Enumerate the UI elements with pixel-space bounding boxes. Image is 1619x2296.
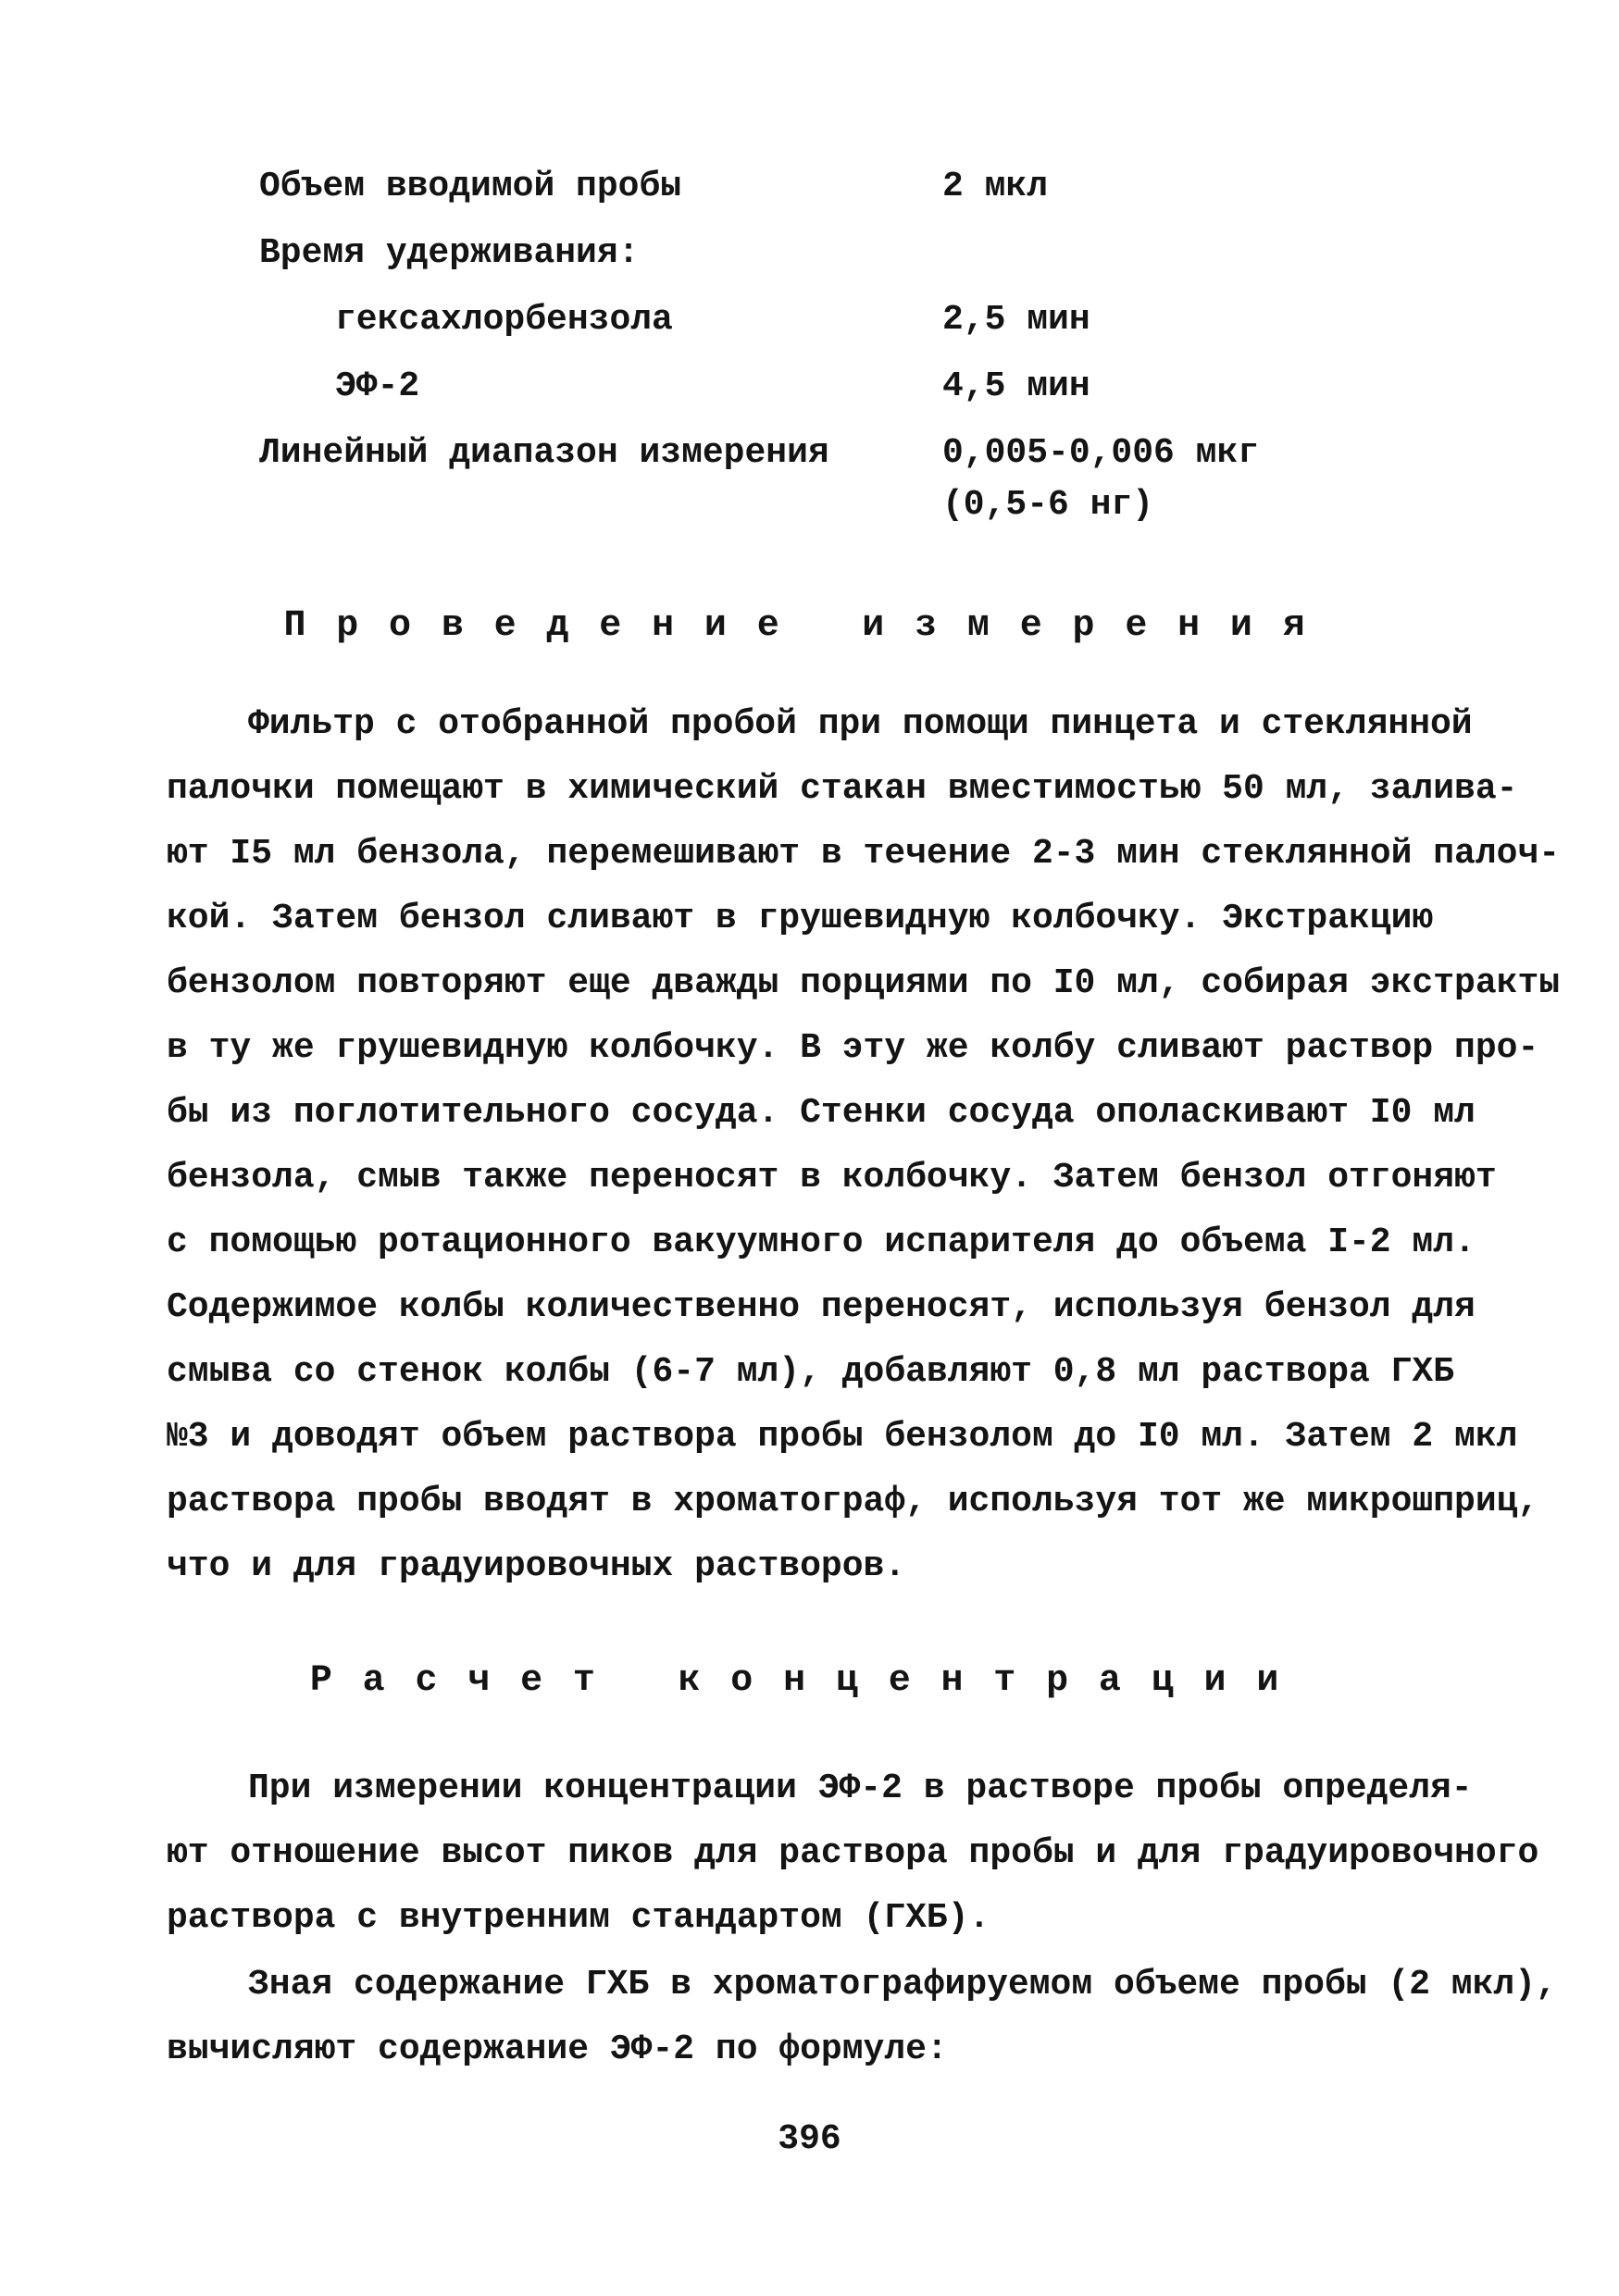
parameter-value: 2 мкл	[942, 167, 1049, 206]
parameter-label: Линейный диапазон измерения	[259, 433, 829, 473]
text-line: ют I5 мл бензола, перемешивают в течение 2-3 мин стеклянной палоч-	[167, 834, 1561, 874]
parameter-label: Объем вводимой пробы	[259, 167, 682, 206]
text-line: ют отношение высот пиков для раствора пробы и для градуировочного	[167, 1833, 1539, 1873]
parameter-row-injection-volume	[259, 165, 1370, 231]
text-line: с помощью ротационного вакуумного испарителя до объема I-2 мл.	[167, 1222, 1476, 1262]
calculation-paragraph-2	[167, 1953, 1557, 2082]
measurement-paragraph	[167, 692, 1561, 1599]
text-line: что и для градуировочных растворов.	[167, 1546, 906, 1586]
parameter-group-title: Время удерживания:	[259, 233, 640, 273]
parameter-row-ef2	[259, 365, 1370, 431]
text-line: смыва со стенок колбы (6-7 мл), добавляют 0,8 мл раствора ГХБ	[167, 1352, 1455, 1392]
section-heading-calculation: Расчет концентрации	[309, 1660, 1310, 1702]
parameter-row-hexachlorobenzene	[259, 298, 1370, 365]
parameter-row-linear-range	[259, 431, 1370, 525]
text-line: палочки помещают в химический стакан вместимостью 50 мл, залива-	[167, 769, 1518, 809]
text-line: При измерении концентрации ЭФ-2 в растворе пробы определя-	[248, 1769, 1473, 1808]
page-number: 396	[778, 2119, 841, 2159]
text-line: раствора пробы вводят в хроматограф, используя тот же микрошприц,	[167, 1482, 1539, 1521]
parameter-value: 2,5 мин	[942, 300, 1090, 340]
calculation-paragraph-1	[167, 1756, 1539, 1951]
parameter-row-retention-title	[259, 231, 1370, 298]
text-line: в ту же грушевидную колбочку. В эту же колбу сливают раствор про-	[167, 1028, 1539, 1068]
text-line: раствора с внутренним стандартом (ГХБ).	[167, 1898, 990, 1938]
text-line: Зная содержание ГХБ в хроматографируемом объеме пробы (2 мкл),	[248, 1965, 1557, 2004]
text-line: бы из поглотительного сосуда. Стенки сосуда ополаскивают I0 мл	[167, 1093, 1476, 1133]
text-line: Фильтр с отобранной пробой при помощи пинцета и стеклянной	[248, 704, 1473, 744]
parameter-label: гексахлорбензола	[335, 300, 673, 340]
text-line: Содержимое колбы количественно переносят, используя бензол для	[167, 1287, 1476, 1327]
parameter-value-secondary: (0,5-6 нг)	[942, 485, 1154, 525]
text-line: бензолом повторяют еще дважды порциями по I0 мл, собирая экстракты	[167, 963, 1561, 1003]
parameter-value: 0,005-0,006 мкг	[942, 433, 1260, 473]
parameter-value: 4,5 мин	[942, 366, 1090, 406]
text-line: №3 и доводят объем раствора пробы бензолом до I0 мл. Затем 2 мкл	[167, 1417, 1518, 1457]
text-line: бензола, смыв также переносят в колбочку. Затем бензол отгоняют	[167, 1158, 1497, 1198]
text-line: вычисляют содержание ЭФ-2 по формуле:	[167, 2029, 948, 2069]
text-line: кой. Затем бензол сливают в грушевидную колбочку. Экстракцию	[167, 899, 1434, 938]
parameters-table	[259, 165, 1370, 525]
section-heading-measurement: Проведение измерения	[283, 605, 1336, 647]
parameter-label: ЭФ-2	[335, 366, 420, 406]
